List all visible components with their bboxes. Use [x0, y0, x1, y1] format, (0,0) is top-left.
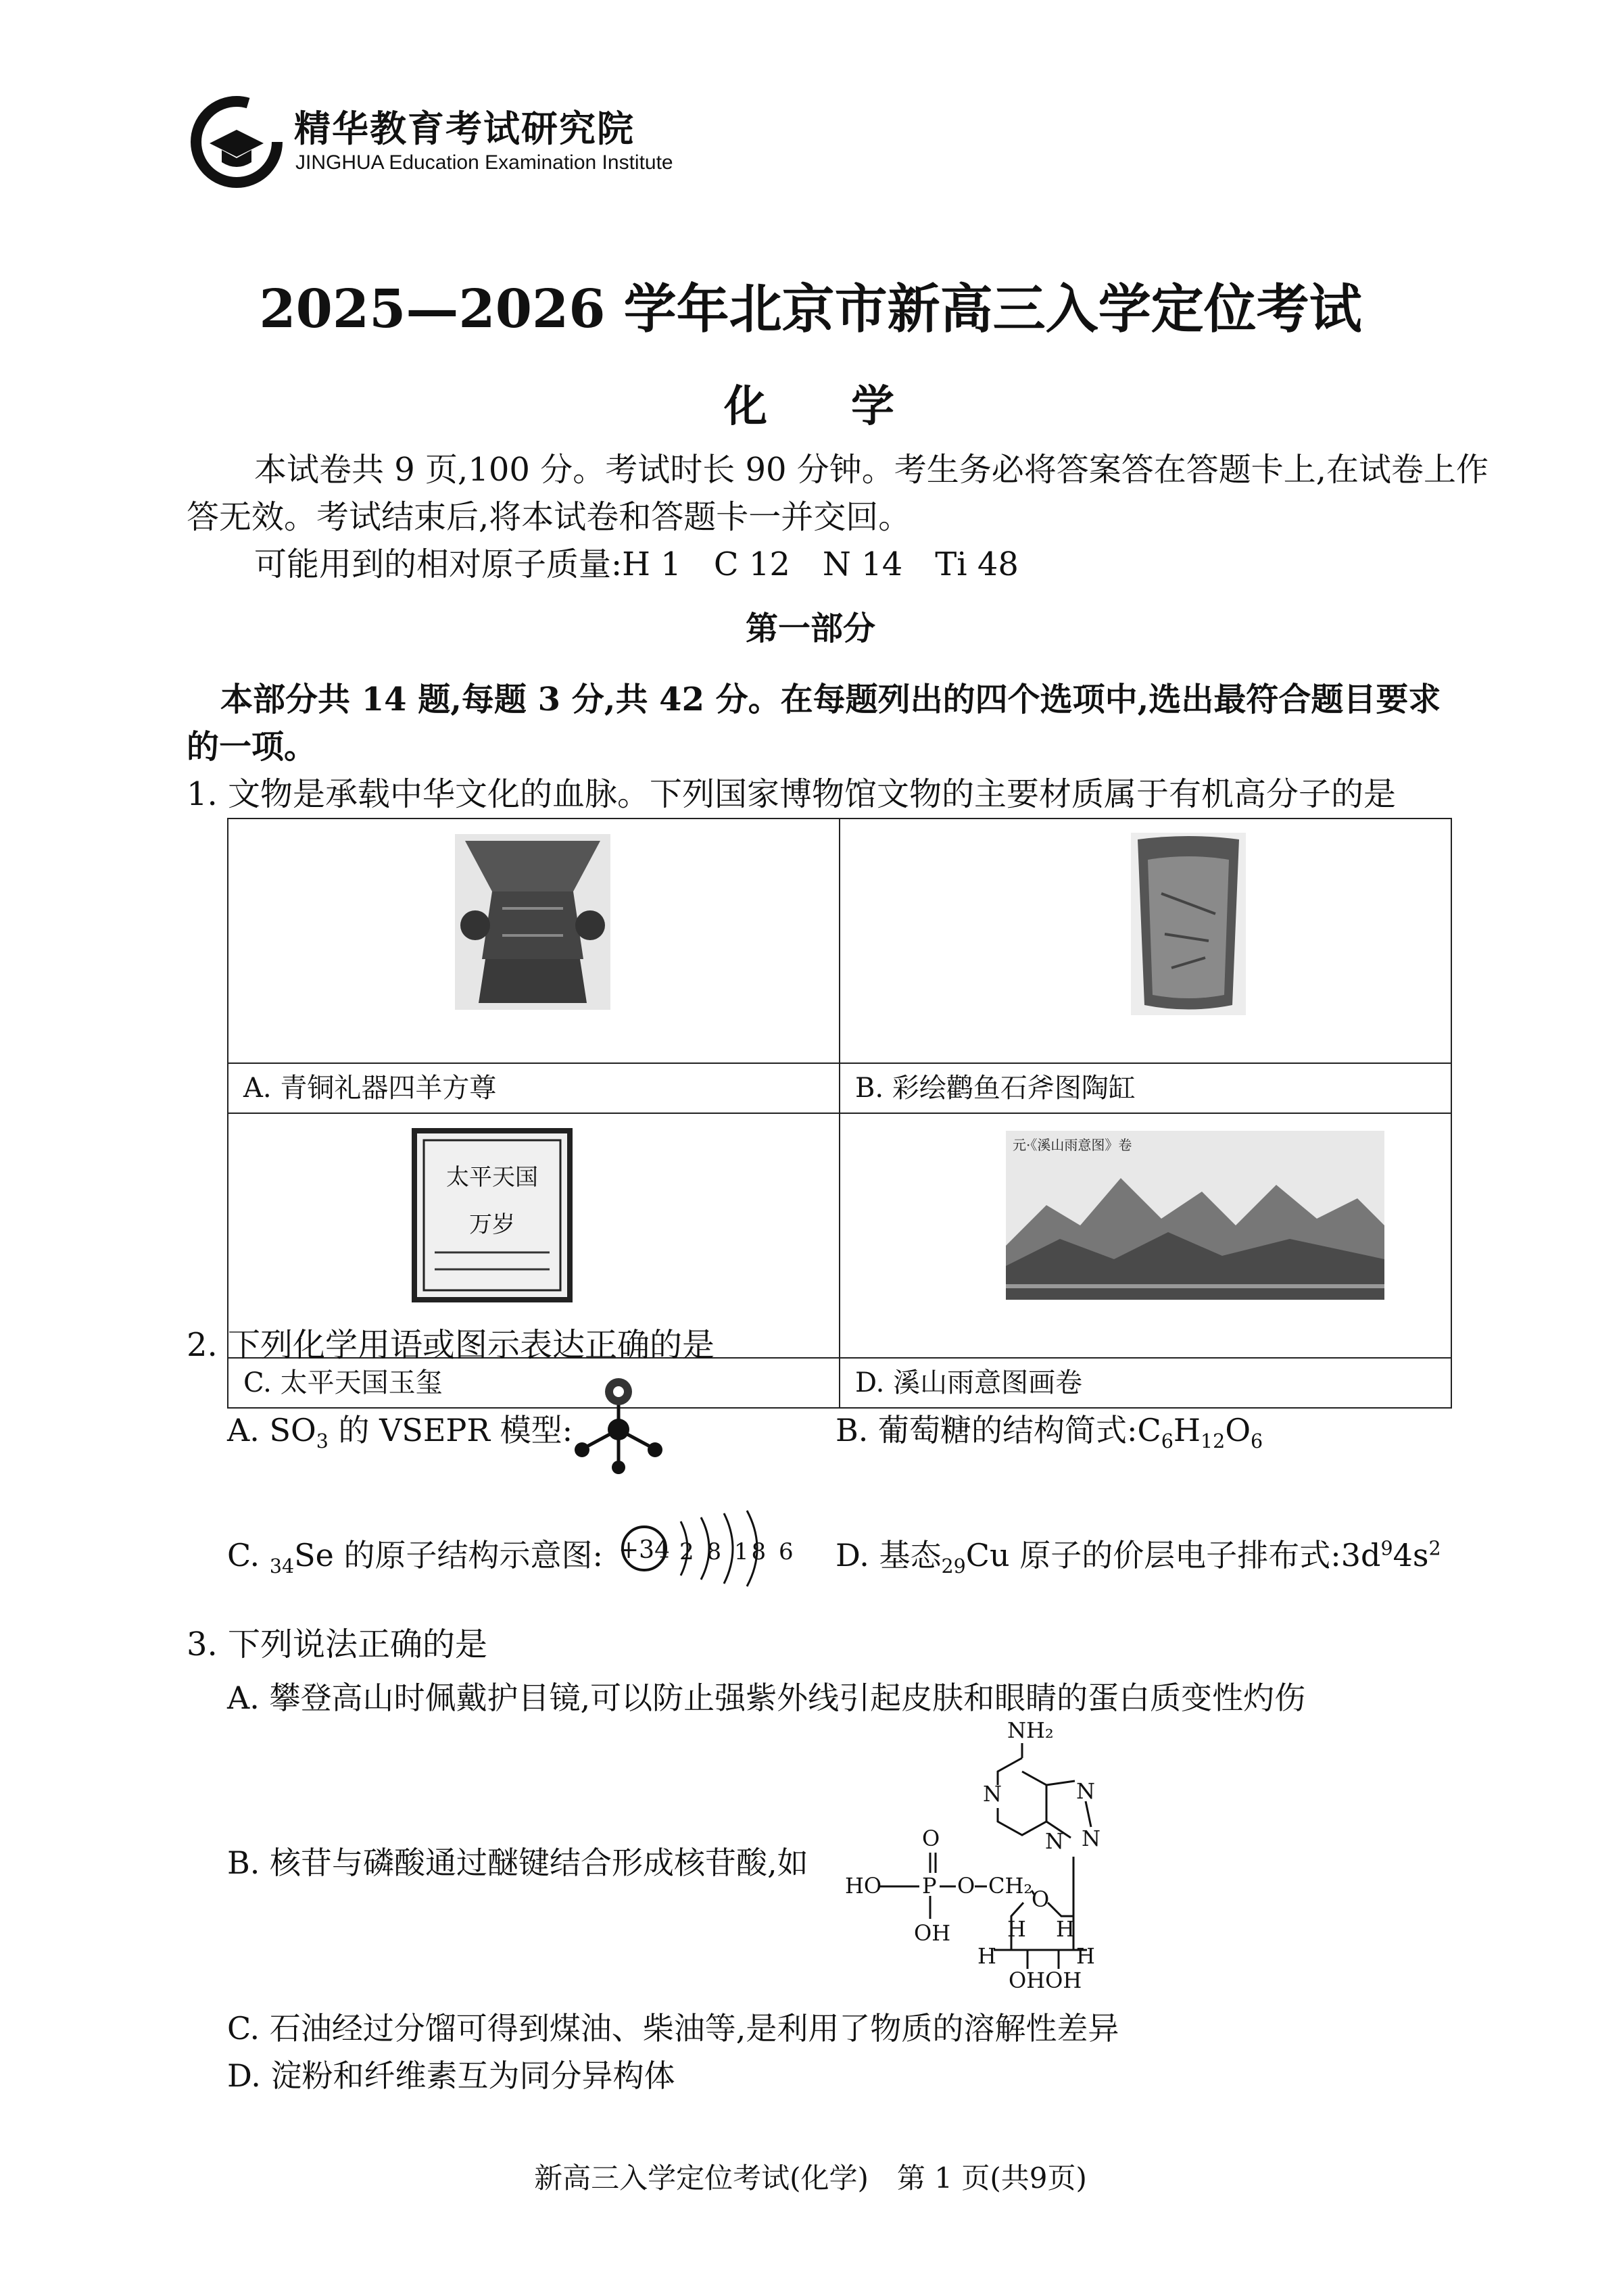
scroll-caption: 元·《溪山雨意图》卷: [1013, 1137, 1132, 1153]
part1-instruction-2: 的一项。: [187, 728, 317, 766]
q3-option-d: D. 淀粉和纤维素互为同分异构体: [227, 2057, 675, 2094]
q2-c-sub: 34: [269, 1555, 295, 1578]
q1-option-c: C. 太平天国玉玺: [228, 1358, 840, 1408]
jade-seal-image: [414, 1131, 570, 1300]
part1-heading: 第一部分: [745, 610, 875, 648]
mol-o-double-label: O: [922, 1826, 940, 1851]
mol-p-label: P: [922, 1873, 937, 1899]
mol-oh-label: OH: [914, 1920, 951, 1946]
mol-n4-label: N: [1082, 1826, 1100, 1851]
intro-line-1: 本试卷共 9 页,100 分。考试时长 90 分钟。考生务必将答案答在答题卡上,在试卷上作: [254, 451, 1489, 489]
mol-n1-label: N: [983, 1781, 1002, 1807]
q1-image-b-cell: [840, 819, 1451, 1063]
q1-option-b: B. 彩绘鹳鱼石斧图陶缸: [840, 1063, 1451, 1113]
q2-d-mid: Cu 原子的价层电子排布式:3d: [965, 1537, 1381, 1573]
nucleotide-structure-diagram: [845, 1713, 1149, 1997]
q2-c-prefix: C.: [227, 1537, 270, 1573]
pottery-jar-image: [1131, 833, 1246, 1015]
q2-b-sub3: 6: [1251, 1430, 1263, 1453]
q2-option-b: [836, 1406, 1263, 1452]
atom-nucleus-label: +34: [619, 1536, 670, 1564]
q2-a-sub: 3: [316, 1430, 329, 1453]
mol-ho-label: HO: [845, 1873, 882, 1899]
vsepr-model-icon: [564, 1375, 673, 1477]
mol-o-ester-label: O: [957, 1873, 975, 1899]
q3-option-c: C. 石油经过分馏可得到煤油、柴油等,是利用了物质的溶解性差异: [227, 2010, 1119, 2047]
part1-instruction-1: 本部分共 14 题,每题 3 分,共 42 分。在每题列出的四个选项中,选出最符合题目要求: [220, 681, 1441, 718]
q1-image-d-cell: [840, 1113, 1451, 1358]
seal-text-1: 太平天国: [446, 1164, 538, 1191]
mol-h3-label: H: [977, 1943, 996, 1969]
q3-stem: 3. 下列说法正确的是: [187, 1626, 488, 1663]
q2-option-a: [227, 1406, 573, 1452]
exam-title: 2025—2026 学年北京市新高三入学定位考试: [259, 278, 1362, 340]
intro-line-2: 答无效。考试结束后,将本试卷和答题卡一并交回。: [187, 498, 911, 536]
q2-d-sup2: 2: [1428, 1537, 1441, 1560]
atom-structure-diagram: [619, 1511, 796, 1592]
q2-a-suffix: 的 VSEPR 模型:: [328, 1412, 573, 1448]
institute-logo: [189, 95, 673, 189]
q2-b-sub1: 6: [1161, 1430, 1174, 1453]
logo-chinese-name: 精华教育考试研究院: [294, 107, 635, 150]
subject-char-2: 学: [851, 381, 897, 432]
subject-char-1: 化: [724, 381, 770, 432]
seal-text-2: 万岁: [469, 1211, 515, 1238]
q2-c-suffix: Se 的原子结构示意图:: [294, 1537, 603, 1573]
mol-ohoh-label: OHOH: [1009, 1968, 1082, 1993]
q2-b-sub2: 12: [1201, 1430, 1226, 1453]
q2-b-prefix: B. 葡萄糖的结构简式:C: [836, 1412, 1161, 1448]
bronze-vessel-image: [455, 834, 610, 1010]
logo-mark-icon: [189, 95, 284, 189]
q1-options-table: [227, 818, 1452, 1409]
exam-subject: [0, 372, 1621, 434]
mol-h2-label: H: [1056, 1916, 1075, 1942]
page-footer: 新高三入学定位考试(化学) 第 1 页(共9页): [534, 2161, 1087, 2195]
logo-english-name: JINGHUA Education Examination Institute: [295, 151, 673, 174]
q3-option-b: B. 核苷与磷酸通过醚键结合形成核苷酸,如: [227, 1845, 808, 1881]
q2-d-sup1: 9: [1380, 1537, 1393, 1560]
mol-ring-o-label: O: [1032, 1886, 1050, 1912]
q1-image-a-cell: [228, 819, 840, 1063]
q2-d-mid2: 4s: [1393, 1537, 1429, 1573]
mol-nh2-label: NH₂: [1007, 1717, 1054, 1743]
q1-stem: 1. 文物是承载中华文化的血脉。下列国家博物馆文物的主要材质属于有机高分子的是: [187, 775, 1397, 813]
mol-h4-label: H: [1076, 1943, 1095, 1969]
q2-a-prefix: A. SO: [227, 1412, 316, 1448]
q2-stem: 2. 下列化学用语或图示表达正确的是: [187, 1326, 715, 1364]
q2-b-h: H: [1173, 1412, 1201, 1448]
mol-n2-label: N: [1045, 1828, 1064, 1854]
q2-option-d: [836, 1531, 1441, 1578]
mol-h1-label: H: [1007, 1916, 1026, 1942]
q2-option-c: [227, 1531, 603, 1578]
q2-d-sub: 29: [941, 1555, 966, 1578]
mol-n3-label: N: [1076, 1778, 1095, 1804]
mol-ch2-label: CH₂: [988, 1873, 1033, 1899]
q1-option-a: A. 青铜礼器四羊方尊: [228, 1063, 840, 1113]
landscape-scroll-image: [1006, 1131, 1384, 1300]
q3-option-a: A. 攀登高山时佩戴护目镜,可以防止强紫外线引起皮肤和眼睛的蛋白质变性灼伤: [227, 1680, 1306, 1716]
atomic-mass-line: 可能用到的相对原子质量:H 1 C 12 N 14 Ti 48: [254, 545, 1019, 583]
q2-d-prefix: D. 基态: [836, 1537, 942, 1573]
q2-b-o: O: [1225, 1412, 1251, 1448]
q1-option-d: D. 溪山雨意图画卷: [840, 1358, 1451, 1408]
atom-shell-electrons: 2 8 18 6: [679, 1538, 796, 1565]
